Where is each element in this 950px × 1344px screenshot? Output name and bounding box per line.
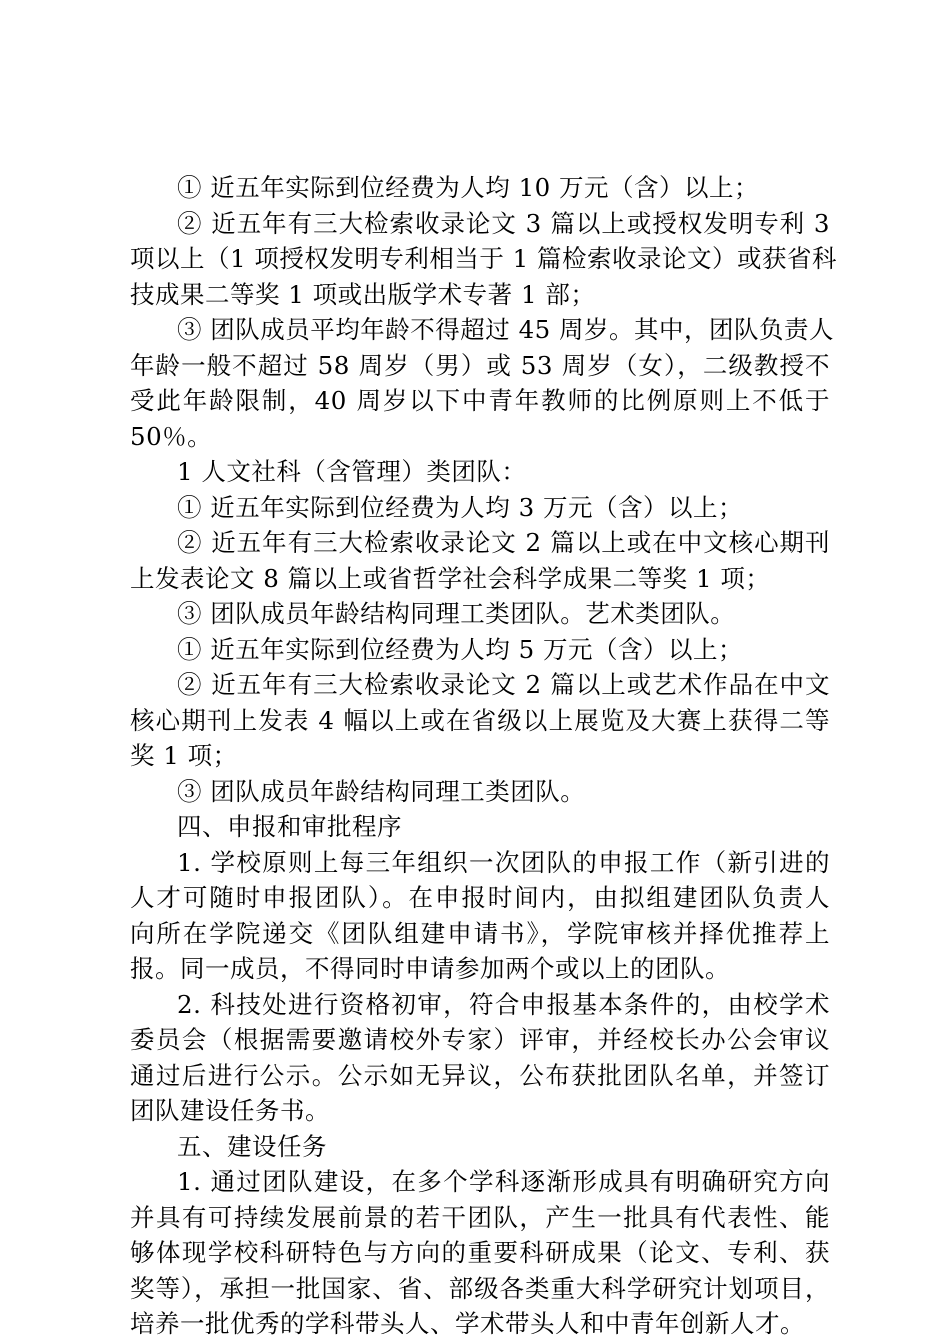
- text-line: ③ 团队成员年龄结构同理工类团队。: [177, 776, 586, 806]
- text-line: 五、建设任务: [177, 1131, 327, 1161]
- text-line: 受此年龄限制，40 周岁以下中青年教师的比例原则上不低于: [130, 386, 830, 415]
- text-line: 1. 学校原则上每三年组织一次团队的申报工作（新引进的: [177, 847, 830, 877]
- text-line: 向所在学院递交《团队组建申请书》，学院审核并择优推荐上: [130, 918, 830, 948]
- text-line: ② 近五年有三大检索收录论文 3 篇以上或授权发明专利 3: [177, 208, 830, 238]
- text-line: 奖等），承担一批国家、省、部级各类重大科学研究计划项目，: [130, 1273, 830, 1303]
- text-line: ③ 团队成员年龄结构同理工类团队。艺术类团队。: [177, 599, 736, 628]
- text-line: 通过后进行公示。公示如无异议，公布获批团队名单，并签订: [130, 1060, 830, 1090]
- text-line: 团队建设任务书。: [130, 1096, 330, 1125]
- text-line: ② 近五年有三大检索收录论文 2 篇以上或在中文核心期刊: [177, 528, 830, 557]
- text-line: 委员会（根据需要邀请校外专家）评审，并经校长办公会审议: [130, 1025, 830, 1054]
- text-line: 够体现学校科研特色与方向的重要科研成果（论文、专利、获: [130, 1238, 830, 1267]
- text-line: 人才可随时申报团队）。在申报时间内，由拟组建团队负责人: [130, 883, 830, 912]
- text-line: 1. 通过团队建设，在多个学科逐渐形成具有明确研究方向: [177, 1167, 830, 1196]
- text-line: 报。同一成员，不得同时申请参加两个或以上的团队。: [130, 954, 730, 983]
- text-line: 核心期刊上发表 4 幅以上或在省级以上展览及大赛上获得二等: [130, 705, 830, 735]
- text-line: ① 近五年实际到位经费为人均 10 万元（含）以上；: [177, 173, 760, 202]
- text-line: 50％。: [130, 421, 213, 451]
- text-line: 奖 1 项；: [130, 741, 238, 770]
- text-line: 四、申报和审批程序: [177, 812, 402, 841]
- text-line: 培养一批优秀的学科带头人、学术带头人和中青年创新人才。: [130, 1309, 805, 1338]
- text-line: 1 人文社科（含管理）类团队：: [177, 457, 527, 486]
- text-line: 2. 科技处进行资格初审，符合申报基本条件的，由校学术: [177, 989, 830, 1019]
- text-line: 年龄一般不超过 58 周岁（男）或 53 周岁（女），二级教授不: [130, 350, 830, 380]
- text-line: ③ 团队成员平均年龄不得超过 45 周岁。其中，团队负责人: [177, 315, 835, 344]
- document-page: [130, 170, 838, 1342]
- text-line: 技成果二等奖 1 项或出版学术专著 1 部；: [130, 279, 596, 309]
- text-line: 项以上（1 项授权发明专利相当于 1 篇检索收录论文）或获省科: [130, 244, 838, 273]
- text-line: ② 近五年有三大检索收录论文 2 篇以上或艺术作品在中文: [177, 670, 830, 699]
- text-line: ① 近五年实际到位经费为人均 3 万元（含）以上；: [177, 492, 743, 522]
- text-line: 上发表论文 8 篇以上或省哲学社会科学成果二等奖 1 项；: [130, 563, 771, 593]
- text-line: ① 近五年实际到位经费为人均 5 万元（含）以上；: [177, 634, 743, 664]
- text-line: 并具有可持续发展前景的若干团队，产生一批具有代表性、能: [130, 1202, 830, 1232]
